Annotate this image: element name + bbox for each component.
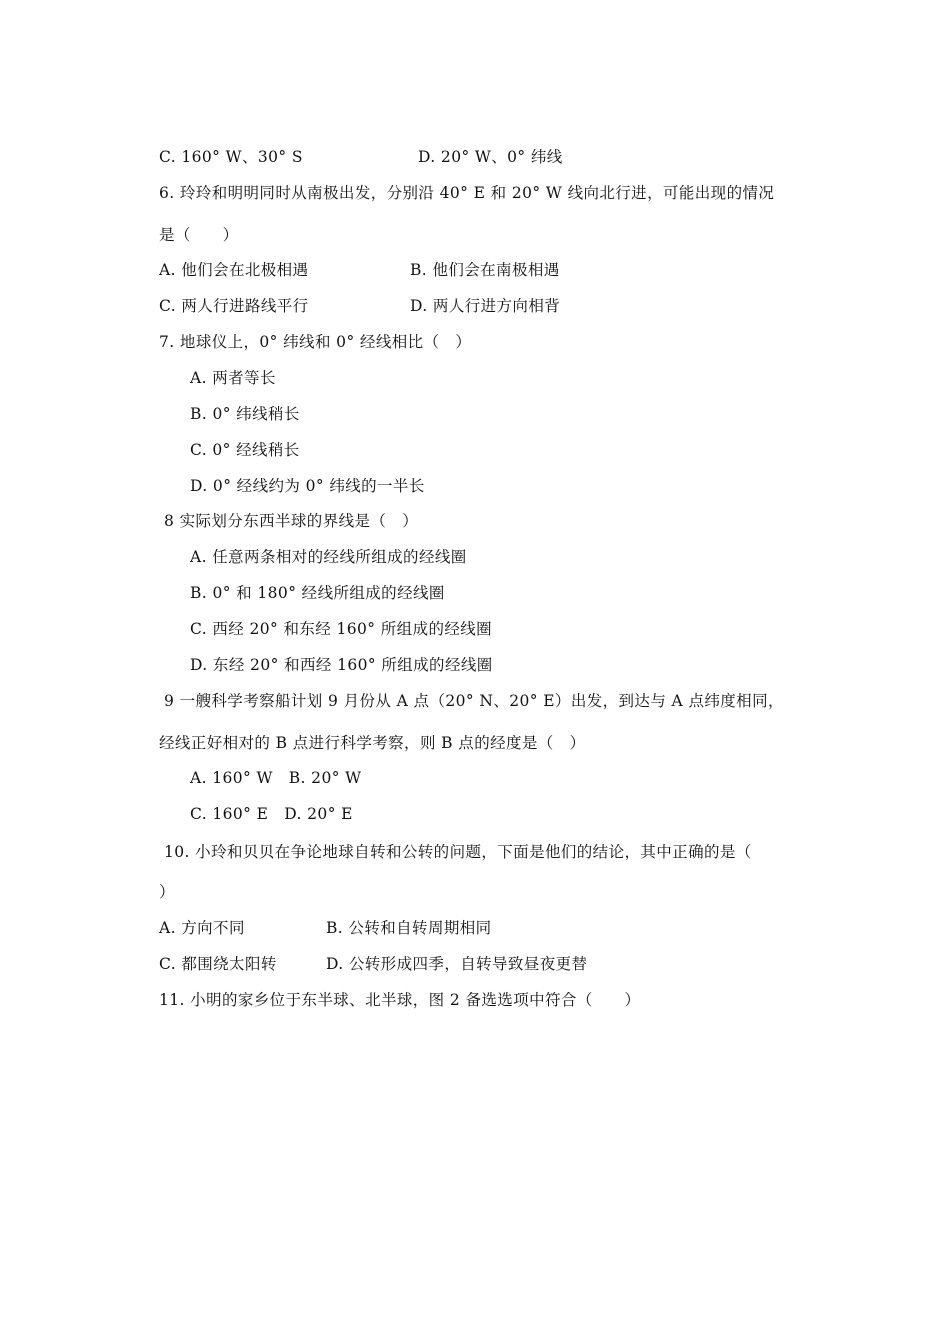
q10-option-a: A. 方向不同 [159, 919, 245, 937]
q7-option-b: B. 0° 纬线稍长 [190, 405, 300, 423]
q7-option-a: A. 两者等长 [190, 369, 276, 387]
q9-options-ab: A. 160° W B. 20° W [190, 769, 362, 787]
q7-option-c: C. 0° 经线稍长 [190, 441, 300, 459]
q8-option-a: A. 任意两条相对的经线所组成的经线圈 [190, 548, 467, 566]
q10-stem-line1: 10. 小玲和贝贝在争论地球自转和公转的问题，下面是他们的结论，其中正确的是（ [164, 843, 752, 861]
q5-option-c: C. 160° W、30° S [159, 148, 303, 166]
q8-stem: 8 实际划分东西半球的界线是（ ） [164, 512, 419, 530]
q7-stem: 7. 地球仪上，0° 纬线和 0° 经线相比（ ） [159, 333, 472, 351]
q11-stem: 11. 小明的家乡位于东半球、北半球，图 2 备选选项中符合（ ） [159, 991, 641, 1009]
q10-option-b: B. 公转和自转周期相同 [326, 919, 492, 937]
q6-stem-line2: 是（ ） [159, 226, 239, 244]
q7-option-d: D. 0° 经线约为 0° 纬线的一半长 [190, 477, 425, 495]
q10-option-d: D. 公转形成四季，自转导致昼夜更替 [326, 955, 588, 973]
q5-option-d: D. 20° W、0° 纬线 [418, 148, 563, 166]
q8-option-b: B. 0° 和 180° 经线所组成的经线圈 [190, 584, 445, 602]
q6-stem-line1: 6. 玲玲和明明同时从南极出发，分别沿 40° E 和 20° W 线向北行进，可能出现的情况 [159, 184, 775, 202]
q9-stem-line1: 9 一艘科学考察船计划 9 月份从 A 点（20° N、20° E）出发，到达与 A 点纬度相同， [164, 692, 784, 710]
q8-option-d: D. 东经 20° 和西经 160° 所组成的经线圈 [190, 656, 493, 674]
q6-option-c: C. 两人行进路线平行 [159, 297, 309, 315]
q9-stem-line2: 经线正好相对的 B 点进行科学考察，则 B 点的经度是（ ） [159, 734, 586, 752]
q6-option-b: B. 他们会在南极相遇 [410, 261, 560, 279]
q10-option-c: C. 都围绕太阳转 [159, 955, 277, 973]
q6-option-a: A. 他们会在北极相遇 [159, 261, 309, 279]
q6-option-d: D. 两人行进方向相背 [410, 297, 561, 315]
q8-option-c: C. 西经 20° 和东经 160° 所组成的经线圈 [190, 620, 493, 638]
q10-stem-line2: ） [159, 883, 175, 901]
q9-options-cd: C. 160° E D. 20° E [190, 805, 353, 823]
